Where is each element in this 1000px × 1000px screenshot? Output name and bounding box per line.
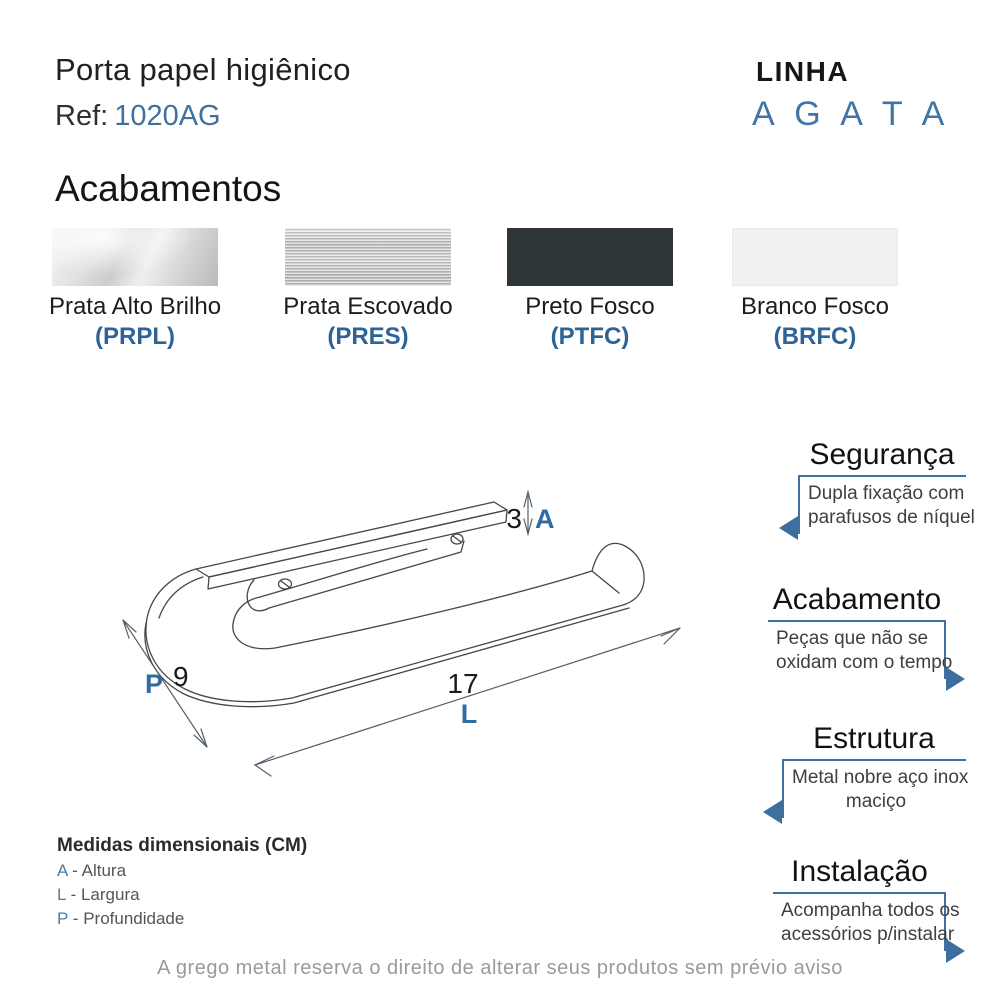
finish-code: (PTFC) bbox=[550, 323, 630, 350]
page-title: Porta papel higiênico bbox=[55, 52, 351, 87]
feature-text: Metal nobre aço inox bbox=[792, 767, 969, 788]
finishes-section-title: Acabamentos bbox=[55, 168, 282, 209]
tip-fold-line bbox=[592, 571, 619, 593]
legend-label: Profundidade bbox=[83, 909, 185, 928]
dim-value-width: 17 bbox=[447, 668, 479, 699]
feature-text: Acompanha todos os bbox=[781, 900, 960, 921]
feature-text: maciço bbox=[845, 791, 907, 812]
swatch-polished-silver bbox=[52, 228, 218, 286]
finish-code: (BRFC) bbox=[773, 323, 857, 350]
dim-letter-width: L bbox=[460, 699, 478, 729]
ref-label: Ref: bbox=[55, 100, 109, 132]
line-name: A G A T A bbox=[752, 95, 951, 133]
dim-letter-height: A bbox=[535, 504, 555, 534]
dim-letter-depth: P bbox=[145, 669, 164, 699]
legend-letter: P bbox=[57, 909, 69, 928]
legend-letter: A bbox=[57, 861, 68, 880]
swatch-brushed-silver bbox=[285, 228, 451, 286]
legend-separator: - bbox=[70, 885, 77, 904]
feature-body bbox=[773, 892, 960, 951]
finish-name: Preto Fosco bbox=[525, 293, 655, 320]
legend-item-largura bbox=[57, 885, 307, 905]
feature-body bbox=[782, 759, 969, 818]
disclaimer-text: A grego metal reserva o direito de alterar seus produtos sem prévio aviso bbox=[157, 957, 843, 979]
dim-value-height: 3 bbox=[506, 503, 522, 534]
legend-title: Medidas dimensionais (CM) bbox=[57, 835, 308, 856]
reference-row bbox=[55, 100, 221, 133]
swatch-matte-black bbox=[507, 228, 673, 286]
feature-title: Acabamento bbox=[772, 583, 942, 616]
thickness-line bbox=[145, 608, 629, 707]
feature-text: oxidam com o tempo bbox=[776, 652, 953, 673]
feature-title: Estrutura bbox=[813, 722, 935, 755]
feature-body bbox=[768, 620, 953, 679]
feature-seguranca bbox=[798, 438, 975, 534]
finish-prata-escovado bbox=[268, 228, 468, 351]
legend-separator: - bbox=[72, 909, 79, 928]
legend-label: Largura bbox=[80, 885, 140, 904]
swatch-matte-white bbox=[732, 228, 898, 286]
product-line-block bbox=[752, 56, 950, 134]
legend-label: Altura bbox=[81, 861, 127, 880]
finish-code: (PRPL) bbox=[95, 323, 175, 350]
feature-acabamento bbox=[768, 583, 953, 679]
legend-item-altura bbox=[57, 861, 307, 881]
inner-bevel-arc bbox=[159, 577, 203, 618]
line-label: LINHA bbox=[756, 56, 850, 87]
legend-separator: - bbox=[72, 861, 78, 880]
ref-value: 1020AG bbox=[114, 100, 221, 132]
feature-text: Dupla fixação com bbox=[808, 483, 965, 504]
mounting-plate bbox=[247, 541, 464, 611]
dim-value-depth: 9 bbox=[173, 661, 189, 692]
feature-body bbox=[798, 475, 975, 534]
dim-arrow-depth bbox=[123, 620, 207, 747]
feature-text: Peças que não se bbox=[776, 628, 929, 649]
feature-title: Instalação bbox=[791, 855, 928, 888]
feature-estrutura bbox=[782, 722, 969, 818]
feature-text: acessórios p/instalar bbox=[781, 924, 955, 945]
feature-title: Segurança bbox=[809, 438, 955, 471]
arrow-left-icon bbox=[763, 800, 782, 824]
arrow-right-icon bbox=[946, 667, 965, 691]
finish-name: Prata Escovado bbox=[283, 293, 453, 320]
feature-text: parafusos de níquel bbox=[808, 507, 975, 528]
finish-branco-fosco bbox=[715, 228, 915, 351]
finish-preto-fosco bbox=[490, 228, 690, 351]
legend-letter: L bbox=[57, 885, 66, 904]
finish-code: (PRES) bbox=[327, 323, 409, 350]
finish-name: Prata Alto Brilho bbox=[48, 293, 222, 320]
feature-instalacao bbox=[773, 855, 960, 951]
finish-name: Branco Fosco bbox=[740, 293, 890, 320]
rail-top-face bbox=[196, 502, 507, 577]
holder-outline bbox=[146, 543, 644, 701]
legend-item-profundidade bbox=[57, 909, 307, 929]
arrow-left-icon bbox=[779, 516, 798, 540]
dimension-legend bbox=[57, 835, 307, 929]
technical-drawing bbox=[95, 435, 715, 805]
finish-prata-alto-brilho bbox=[35, 228, 235, 351]
dim-arrow-height bbox=[524, 492, 532, 534]
